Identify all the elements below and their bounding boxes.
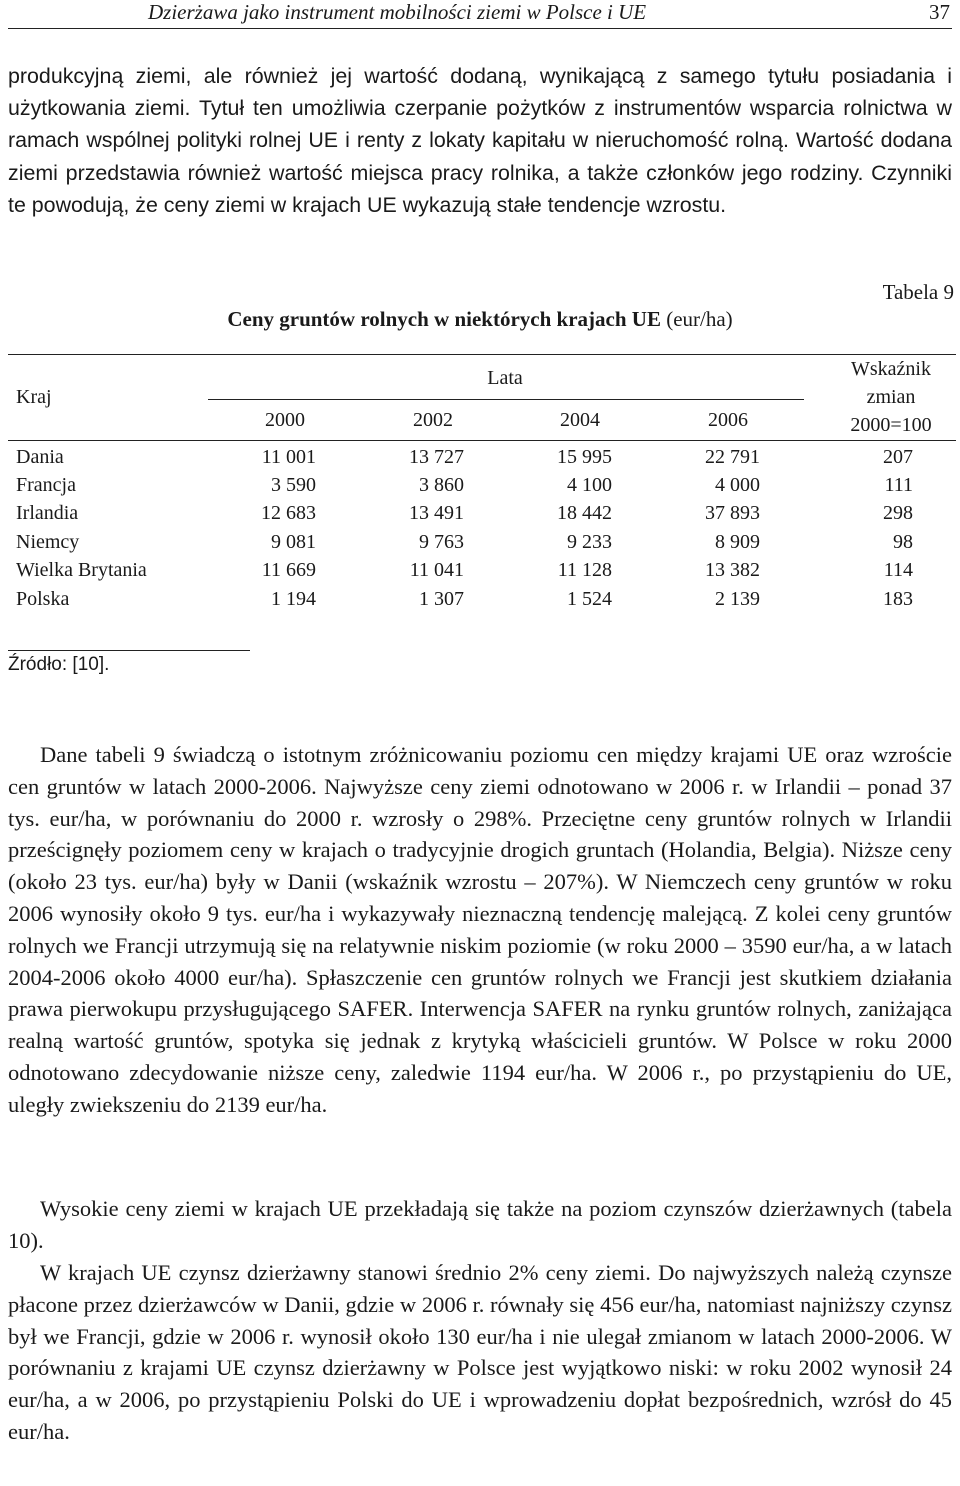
row-value: 11 669 [261,559,316,581]
row-country: Irlandia [16,502,79,524]
row-value: 9 233 [567,531,612,553]
body-paragraph: Wysokie ceny ziemi w krajach UE przekładają się także na poziom czynszów dzierżawnych (tabela 10). [8,1196,952,1253]
years-group-rule [208,399,804,400]
row-value: 13 491 [409,502,464,524]
source-rule [8,650,250,651]
row-value: 11 001 [261,446,316,468]
header-index-line: 2000=100 [850,414,932,436]
running-title: Dzierżawa jako instrument mobilności ziemi w Polsce i UE [148,0,647,24]
header-index-line: Wskaźnik [851,358,931,380]
row-index: 114 [883,559,913,581]
header-year: 2000 [265,409,305,431]
row-country: Niemcy [16,531,80,553]
row-value: 9 763 [419,531,464,553]
row-value: 2 139 [715,588,760,610]
row-value: 15 995 [557,446,612,468]
header-index-line: zmian [866,386,916,408]
row-index: 298 [883,502,913,524]
table-source: Źródło: [10]. [8,654,110,675]
row-value: 1 194 [271,588,316,610]
row-value: 11 041 [409,559,464,581]
row-value: 22 791 [705,446,760,468]
table-label: Tabela 9 [882,280,954,304]
header-year: 2006 [708,409,748,431]
row-value: 37 893 [705,502,760,524]
intro-paragraph: produkcyjną ziemi, ale również jej wartość dodaną, wynikającą z samego tytułu posiadania i użytkowania ziemi. Tytuł ten umożliwia czerpanie pożytków z instrumentów wsparcia rolnictwa w ramach wspólnej polityki rolnej UE i renty z lokaty kapitału w nieruchomość rolną. Wartość dodana ziemi przedstawia również wartość miejsca pracy rolnika, a także członków jego rodziny. Czynniki te powodują, że ceny ziemi w krajach UE wykazują stałe tendencje wzrostu. [8,64,952,217]
row-index: 183 [883,588,913,610]
header-year: 2004 [560,409,600,431]
row-value: 4 000 [715,474,760,496]
row-value: 13 727 [409,446,464,468]
row-value: 12 683 [261,502,316,524]
row-value: 11 128 [557,559,612,581]
row-country: Wielka Brytania [16,559,147,581]
row-index: 98 [893,531,913,553]
table-title [0,307,960,332]
row-value: 18 442 [557,502,612,524]
table-title-main: Ceny gruntów rolnych w niektórych krajach UE [227,307,661,331]
running-header [8,0,952,29]
row-country: Polska [16,588,70,610]
header-country: Kraj [16,386,52,408]
table-top-rule [8,354,956,355]
row-index: 111 [884,474,913,496]
row-country: Dania [16,446,64,468]
page-number: 37 [929,0,950,24]
row-value: 3 590 [271,474,316,496]
row-value: 9 081 [271,531,316,553]
row-value: 1 524 [567,588,612,610]
row-country: Francja [16,474,76,496]
header-years: Lata [487,367,523,389]
row-value: 3 860 [419,474,464,496]
row-value: 1 307 [419,588,464,610]
table-header-rule [8,440,956,441]
row-index: 207 [883,446,913,468]
row-value: 4 100 [567,474,612,496]
table-title-unit: (eur/ha) [666,307,733,331]
row-value: 13 382 [705,559,760,581]
body-paragraph: Dane tabeli 9 świadczą o istotnym zróżnicowaniu poziomu cen między krajami UE oraz wzroście cen gruntów w latach 2000-2006. Najwyższe ceny ziemi odnotowano w 2006 r. w Irlandii – ponad 37 tys. eur/ha, w porównaniu do 2000 r. wzrosły o 298%. Przeciętne ceny gruntów rolnych w Irlandii prześcignęły poziomem ceny w krajach o tradycyjnie drogich gruntach (Holandia, Belgia). Niższe ceny (około 23 tys. eur/ha) były w Danii (wskaźnik wzrostu – 207%). W Niemczech ceny gruntów w roku 2006 wynosiły około 9 tys. eur/ha i wykazywały nieznaczną tendencję malejącą. Z kolei ceny gruntów rolnych we Francji utrzymują się na relatywnie niskim poziomie (w roku 2000 – 3590 eur/ha, a w latach 2004-2006 około 4000 eur/ha). Spłaszczenie cen gruntów rolnych we Francji jest skutkiem działania prawa pierwokupu przysługującego SAFER. Interwencja SAFER na rynku gruntów rolnych, zaniżająca realną wartość gruntów, spotyka się jednak z krytyką właścicieli gruntów. W Polsce w roku 2000 odnotowano zdecydowanie niższe ceny, zaledwie 1194 eur/ha. W 2006 r., po przystąpieniu do UE, uległy zwiekszeniu do 2139 eur/ha. [8,742,952,1117]
row-value: 8 909 [715,531,760,553]
header-year: 2002 [413,409,453,431]
body-paragraph: W krajach UE czynsz dzierżawny stanowi średnio 2% ceny ziemi. Do najwyższych należą czynsze płacone przez dzierżawców w Danii, gdzie w 2006 r. równały się 456 eur/ha, natomiast najniższy czynsz był we Francji, gdzie w 2006 r. wynosił około 130 eur/ha i nie ulegał zmianom w latach 2000-2006. W porównaniu z krajami UE czynsz dzierżawny w Polsce jest wyjątkowo niski: w roku 2002 wynosił 24 eur/ha, a w 2006, po przystąpieniu Polski do UE i wprowadzeniu dopłat bezpośrednich, wzrósł do 45 eur/ha. [8,1260,952,1444]
